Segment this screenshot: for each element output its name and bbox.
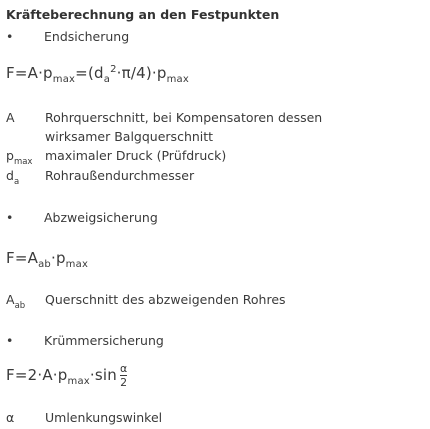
definition-symbol: $d_a$ (6, 168, 20, 187)
formula-abzweigsicherung (6, 249, 89, 270)
formula-endsicherung (6, 64, 189, 85)
definition-symbol: $p_{max}$ (6, 148, 33, 167)
formula-term: ·π/4) (116, 64, 152, 82)
heading-text: Endsicherung (44, 29, 130, 44)
section-heading-kruemmersicherung (6, 333, 164, 348)
section-heading-endsicherung (6, 29, 129, 44)
formula-operator: = (14, 366, 28, 384)
formula-number: 2 (27, 366, 38, 384)
formula-operator: · (52, 366, 58, 384)
definition-symbol: α (6, 410, 15, 425)
definition-symbol: $A_{ab}$ (6, 292, 26, 311)
formula-operator: = (75, 64, 88, 82)
bullet: • (6, 333, 14, 348)
formula-symbol: p (156, 64, 167, 82)
formula-symbol: d (94, 64, 104, 82)
formula-operator: = (14, 249, 28, 267)
formula-symbol: A (27, 249, 39, 267)
formula-subscript: max (65, 259, 89, 270)
fraction-numerator: α (119, 362, 128, 375)
formula-operator: · (37, 366, 43, 384)
definition-symbol: A (6, 110, 15, 125)
formula-fraction (120, 363, 127, 388)
heading-text: Abzweigsicherung (44, 210, 158, 225)
formula-symbol: p (57, 366, 68, 384)
formula-superscript: 2 (110, 64, 117, 75)
bullet: • (6, 210, 14, 225)
formula-symbol: A (27, 64, 39, 82)
definition-text: Rohraußendurchmesser (45, 168, 195, 183)
bullet: • (6, 29, 14, 44)
fraction-denominator: 2 (120, 376, 128, 389)
heading-text: Krümmersicherung (44, 333, 164, 348)
definition-text: Rohrquerschnitt, bei Kompensatoren dessen (45, 110, 323, 125)
section-heading-abzweigsicherung (6, 210, 158, 225)
formula-symbol: p (55, 249, 66, 267)
definition-text: Querschnitt des abzweigenden Rohres (45, 292, 286, 307)
definition-text: Umlenkungswinkel (45, 410, 163, 425)
formula-operator: · (151, 64, 157, 82)
formula-symbol: F (6, 366, 15, 384)
formula-subscript: a (103, 74, 111, 85)
formula-paren: ( (87, 64, 95, 82)
formula-symbol: F (6, 249, 15, 267)
definition-text: wirksamer Balgquerschnitt (45, 129, 214, 144)
formula-subscript: ab (38, 259, 51, 270)
formula-operator: · (38, 64, 44, 82)
formula-kruemmersicherung (6, 363, 127, 388)
formula-operator: · (89, 366, 95, 384)
formula-symbol: F (6, 64, 15, 82)
formula-subscript: max (166, 74, 189, 85)
formula-operator: · (50, 249, 56, 267)
definition-text: maximaler Druck (Prüfdruck) (45, 148, 227, 163)
formula-function: sin (94, 366, 117, 384)
formula-subscript: max (67, 376, 90, 387)
formula-symbol: A (42, 366, 53, 384)
formula-subscript: max (52, 74, 76, 85)
page-title: Kräfteberechnung an den Festpunkten (6, 7, 280, 22)
formula-operator: = (14, 64, 28, 82)
formula-symbol: p (43, 64, 53, 82)
